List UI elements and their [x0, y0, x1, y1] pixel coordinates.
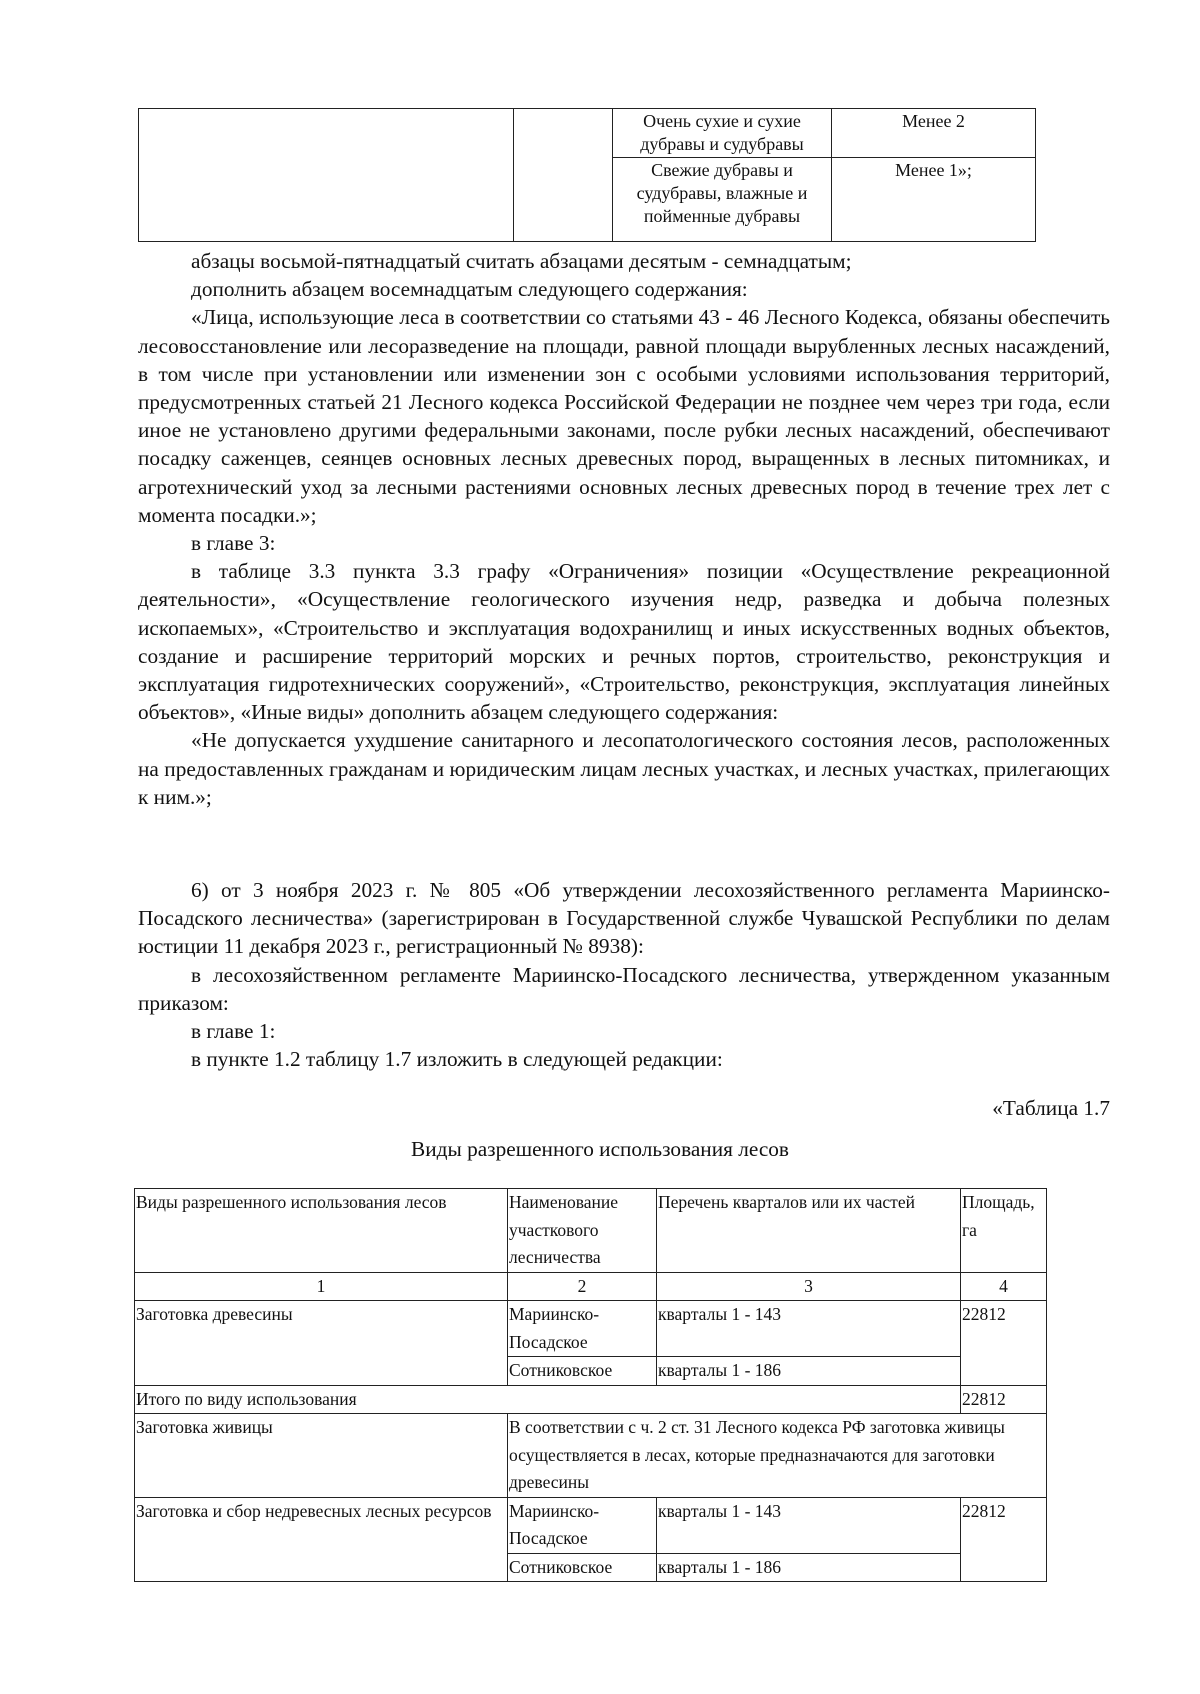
quarters-cell: кварталы 1 - 186	[657, 1357, 961, 1386]
column-number-row	[135, 1272, 1047, 1301]
text-section-chapter-3	[138, 247, 1110, 811]
text-section-item-6	[138, 876, 1110, 1073]
table-row	[135, 1497, 1047, 1553]
paragraph: «Не допускается ухудшение санитарного и лесопатологического состояния лесов, расположенных на предоставленных гражданам и юридическим лицам лесных участках, и лесных участках, прилегающих к ним.»;	[138, 728, 1110, 809]
paragraph: в таблице 3.3 пункта 3.3 графу «Ограничения» позиции «Осуществление рекреационной деятельности», «Осуществление геологического изучения недр, разведка и добыча полезных ископаемых», «Строительство и эксплуатация водохранилищ и иных искусственных водных объектов, создание и расширение территорий морских и речных портов, строительство, реконструкция и эксплуатация гидротехнических сооружений», «Строительство, реконструкция, эксплуатация линейных объектов», «Иные виды» дополнить абзацем следующего содержания:	[138, 559, 1110, 725]
value-cell: Менее 2	[832, 109, 1036, 158]
table-row	[135, 1385, 1047, 1414]
paragraph: в лесохозяйственном регламенте Мариинско-Посадского лесничества, утвержденном указанным приказом:	[138, 962, 1110, 1015]
table-header-row	[135, 1189, 1047, 1273]
paragraph: дополнить абзацем восемнадцатым следующего содержания:	[191, 277, 748, 302]
paragraph: в главе 3:	[191, 531, 276, 556]
paragraph: 6) от 3 ноября 2023 г. № 805 «Об утверждении лесохозяйственного регламента Мариинско-Посадского лесничества» (зарегистрирован в Государственной службе Чувашской Республики по делам юстиции 11 декабря 2023 г., регистрационный № 8938):	[138, 878, 1110, 959]
quarters-cell: кварталы 1 - 143	[657, 1301, 961, 1357]
permitted-uses-table	[134, 1188, 1047, 1582]
table-row	[135, 1414, 1047, 1498]
paragraph: «Лица, использующие леса в соответствии со статьями 43 - 46 Лесного Кодекса, обязаны обеспечить лесовосстановление или лесоразведение на площади, равной площади вырубленных лесных насаждений, в том числе при установлении или изменении зон с особыми условиями использования территорий, предусмотренных статьей 21 Лесного кодекса Российской Федерации не позднее чем через три года, если иное не установлено другими федеральными законами, после рубки лесных насаждений, обеспечивают посадку саженцев, сеянцев основных лесных древесных пород, выращенных в лесных питомниках, и агротехнический уход за лесными растениями основных лесных древесных пород в течение трех лет с момента посадки.»;	[138, 305, 1110, 527]
continuation-table	[138, 108, 1036, 242]
table-number-label: «Таблица 1.7	[992, 1096, 1110, 1120]
empty-cell	[139, 109, 514, 242]
paragraph: абзацы восьмой-пятнадцатый считать абзацами десятым - семнадцатым;	[191, 249, 852, 273]
area-cell: 22812	[961, 1385, 1047, 1414]
area-cell: 22812	[961, 1497, 1047, 1582]
header-cell: Перечень кварталов или их частей	[657, 1189, 961, 1273]
area-cell: 22812	[961, 1301, 1047, 1386]
value-cell: Менее 1»;	[832, 158, 1036, 242]
column-number: 4	[961, 1272, 1047, 1301]
table-title: Виды разрешенного использования лесов	[411, 1137, 789, 1161]
forestry-cell: Сотниковское	[508, 1553, 657, 1582]
empty-cell	[514, 109, 613, 242]
table-row	[135, 1301, 1047, 1357]
table-row	[139, 109, 1036, 158]
header-cell: Наименование участкового лесничества	[508, 1189, 657, 1273]
quarters-cell: кварталы 1 - 143	[657, 1497, 961, 1553]
forestry-cell: Мариинско-Посадское	[508, 1497, 657, 1553]
header-cell: Площадь, га	[961, 1189, 1047, 1273]
total-label-cell: Итого по виду использования	[135, 1385, 961, 1414]
use-type-cell: Заготовка и сбор недревесных лесных ресурсов	[135, 1497, 508, 1582]
forest-type-cell: Очень сухие и сухие дубравы и судубравы	[613, 109, 832, 158]
column-number: 3	[657, 1272, 961, 1301]
header-cell: Виды разрешенного использования лесов	[135, 1189, 508, 1273]
paragraph: в главе 1:	[191, 1019, 276, 1044]
forestry-cell: Мариинско-Посадское	[508, 1301, 657, 1357]
use-type-cell: Заготовка живицы	[135, 1414, 508, 1498]
use-type-cell: Заготовка древесины	[135, 1301, 508, 1386]
forest-type-cell: Свежие дубравы и судубравы, влажные и пойменные дубравы	[613, 158, 832, 242]
forestry-cell: Сотниковское	[508, 1357, 657, 1386]
paragraph: в пункте 1.2 таблицу 1.7 изложить в следующей редакции:	[191, 1047, 723, 1072]
note-cell: В соответствии с ч. 2 ст. 31 Лесного кодекса РФ заготовка живицы осуществляется в лесах, которые предназначаются для заготовки древесины	[508, 1414, 1047, 1498]
quarters-cell: кварталы 1 - 186	[657, 1553, 961, 1582]
column-number: 1	[135, 1272, 508, 1301]
column-number: 2	[508, 1272, 657, 1301]
